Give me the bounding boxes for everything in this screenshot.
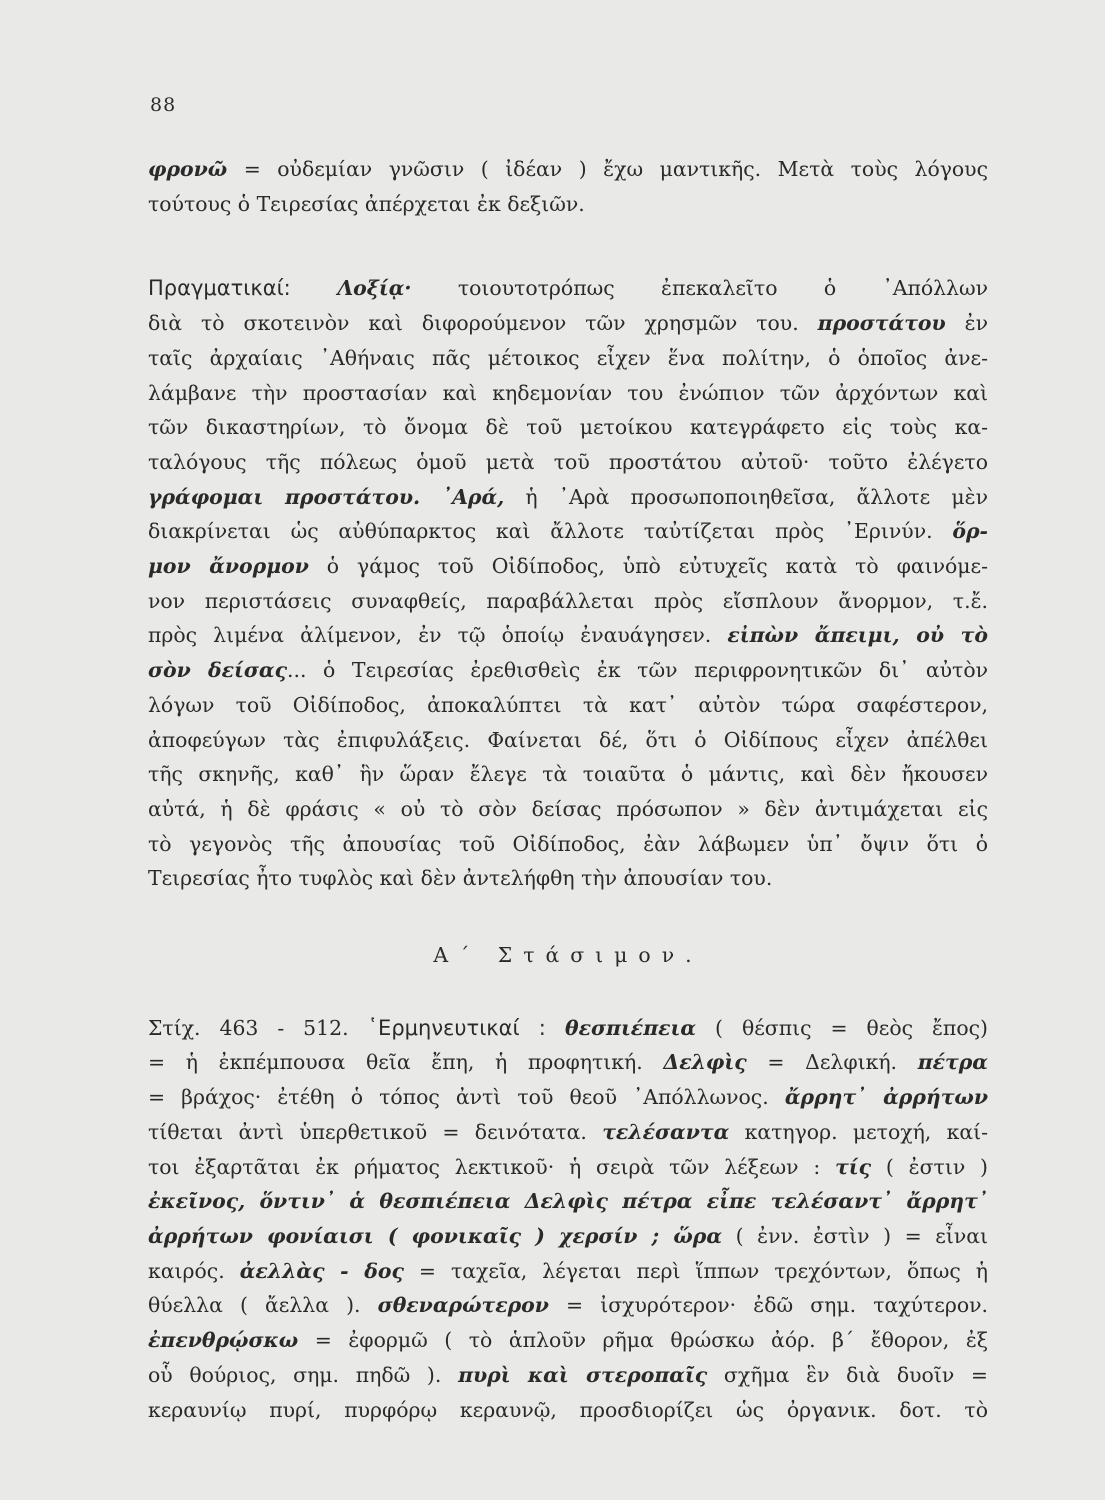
- text-run: = ἰσχυρότερον· ἐδῶ σημ. ταχύτερον.: [548, 1293, 988, 1318]
- page-number: 88: [150, 94, 177, 116]
- text-line: [148, 1254, 988, 1289]
- text-run: = ταχεῖα, λέγεται περὶ ἵππων τρεχόντων, ὅπως ἡ: [403, 1258, 988, 1283]
- emphasis-term: εἰπὼν ἄπειμι, οὐ τὸ: [727, 623, 988, 648]
- text-line: [148, 445, 988, 480]
- emphasis-term: πυρὶ καὶ στεροπαῖς: [458, 1362, 708, 1387]
- section-heading: Α΄ Στάσιμον.: [433, 943, 703, 968]
- text-line: [148, 792, 988, 827]
- emphasis-term: σὸν δείσας: [148, 658, 288, 683]
- text-line: [148, 1045, 988, 1080]
- text-run: σχῆμα ἓν διὰ δυοῖν =: [707, 1362, 988, 1387]
- text-run: ὁ γάμος τοῦ Οἰδίποδος, ὑπὸ εὐτυχεῖς κατὰ τὸ φαινόμε-: [308, 554, 988, 579]
- text-line: [148, 723, 988, 758]
- text-run: ( θέσπις = θεὸς ἔπος): [696, 1015, 988, 1040]
- text-line: [148, 861, 988, 896]
- text-run: διὰ τὸ σκοτεινὸν καὶ διφορούμενον τῶν χρησμῶν του.: [148, 311, 818, 336]
- text-line: [148, 1150, 988, 1185]
- text-run: τούτους ὁ Τειρεσίας ἀπέρχεται ἐκ δεξιῶν.: [148, 191, 585, 216]
- text-run: τῆς σκηνῆς, καθ᾽ ἣν ὥραν ἔλεγε τὰ τοιαῦτα ὁ μάντις, καὶ δὲν ἤκουσεν: [148, 762, 988, 787]
- text-line: [148, 688, 988, 723]
- emphasis-term: τίς: [835, 1154, 872, 1179]
- text-line: [148, 480, 988, 515]
- emphasis-term: θεσπιέπεια: [564, 1015, 697, 1040]
- text-line: [148, 187, 988, 222]
- emphasis-term: ἄρρητ᾽ ἀρρήτων: [784, 1085, 988, 1110]
- text-run: ( ἐστιν ): [871, 1154, 988, 1179]
- text-line: [148, 410, 988, 445]
- emphasis-term: ἐπενθρῴσκω: [148, 1328, 299, 1353]
- emphasis-term: Δελφὶς: [663, 1050, 747, 1075]
- inline-heading: ῾Ερμηνευτικαί :: [367, 1015, 565, 1040]
- text-line: [148, 341, 988, 376]
- text-run: οὗ θούριος, σημ. πηδῶ ).: [148, 1362, 459, 1387]
- text-run: λάμβανε τὴν προστασίαν καὶ κηδεμονίαν του ἐνώπιον τῶν ἀρχόντων καὶ: [148, 380, 988, 405]
- text-line: [148, 827, 988, 862]
- emphasis-term: γράφομαι προστάτου. ᾿Αρά,: [148, 484, 505, 509]
- text-run: κεραυνίῳ πυρί, πυρφόρῳ κεραυνῷ, προσδιορίζει ὡς ὀργανικ. δοτ. τὸ: [148, 1397, 988, 1422]
- emphasis-term: Λοξίᾳ·: [337, 276, 412, 301]
- text-run: λόγων τοῦ Οἰδίποδος, ἀποκαλύπτει τὰ κατ᾽ αὐτὸν τώρα σαφέστερον,: [148, 692, 988, 717]
- emphasis-term: σθεναρώτερον: [377, 1293, 549, 1318]
- text-line: [148, 1393, 988, 1428]
- text-run: τῶν δικαστηρίων, τὸ ὄνομα δὲ τοῦ μετοίκου κατεγράφετο εἰς τοὺς κα-: [148, 415, 988, 440]
- text-line: [148, 271, 988, 306]
- emphasis-term: ὅρ-: [952, 519, 988, 544]
- text-run: = Δελφική.: [746, 1050, 918, 1075]
- text-run: πρὸς λιμένα ἀλίμενον, ἐν τῷ ὁποίῳ ἐναυάγησεν.: [148, 623, 728, 648]
- text-run: καιρός.: [148, 1258, 240, 1283]
- emphasis-term: προστάτου: [817, 311, 946, 336]
- text-run: ... ὁ Τειρεσίας ἐρεθισθεὶς ἐκ τῶν περιφρονητικῶν δι᾽ αὐτὸν: [287, 658, 989, 683]
- emphasis-term: μον ἄνορμον: [148, 554, 309, 579]
- text-line: [148, 1219, 988, 1254]
- text-line: [148, 1080, 988, 1115]
- text-line: [148, 152, 988, 187]
- text-line: [148, 1358, 988, 1393]
- text-run: Στίχ. 463 - 512.: [148, 1015, 368, 1040]
- emphasis-term: ἀελλὰς - δος: [239, 1258, 404, 1283]
- text-run: κατηγορ. μετοχή, καί-: [729, 1119, 988, 1144]
- text-line: [148, 618, 988, 653]
- text-run: Τειρεσίας ἦτο τυφλὸς καὶ δὲν ἀντελήφθη τὴν ἀπουσίαν του.: [148, 866, 773, 891]
- text-line: [148, 1011, 988, 1046]
- text-run: = βράχος· ἐτέθη ὁ τόπος ἀντὶ τοῦ θεοῦ ᾿Απόλλωνος.: [148, 1085, 785, 1110]
- text-run: θύελλα ( ἄελλα ).: [148, 1293, 378, 1318]
- text-run: τίθεται ἀντὶ ὑπερθετικοῦ = δεινότατα.: [148, 1119, 603, 1144]
- text-run: τοι ἐξαρτᾶται ἐκ ρήματος λεκτικοῦ· ἡ σειρὰ τῶν λέξεων :: [148, 1154, 836, 1179]
- text-run: τοιουτοτρόπως ἐπεκαλεῖτο ὁ ᾿Απόλλων: [411, 276, 988, 301]
- text-line: [148, 584, 988, 619]
- text-line: [148, 1184, 988, 1219]
- page-body: [148, 152, 988, 1427]
- text-run: ἐν: [945, 311, 988, 336]
- text-run: ἡ ᾿Αρὰ προσωποποιηθεῖσα, ἄλλοτε μὲν: [504, 484, 988, 509]
- text-run: νον περιστάσεις συναφθείς, παραβάλλεται πρὸς εἴσπλουν ἄνορμον, τ.ἔ.: [148, 588, 988, 613]
- text-line: [148, 757, 988, 792]
- text-run: ταῖς ἀρχαίαις ᾿Αθήναις πᾶς μέτοικος εἶχεν ἕνα πολίτην, ὁ ὁποῖος ἀνε-: [148, 345, 988, 370]
- emphasis-term: τελέσαντα: [602, 1119, 730, 1144]
- text-run: ταλόγους τῆς πόλεως ὁμοῦ μετὰ τοῦ προστάτου αὐτοῦ· τοῦτο ἐλέγετο: [148, 449, 988, 474]
- text-line: [148, 306, 988, 341]
- text-line: [148, 1323, 988, 1358]
- text-run: ἀποφεύγων τὰς ἐπιφυλάξεις. Φαίνεται δέ, ὅτι ὁ Οἰδίπους εἶχεν ἀπέλθει: [148, 727, 988, 752]
- text-run: διακρίνεται ὡς αὐθύπαρκτος καὶ ἄλλοτε ταὐτίζεται πρὸς ᾿Ερινύν.: [148, 519, 953, 544]
- text-run: τὸ γεγονὸς τῆς ἀπουσίας τοῦ Οἰδίποδος, ἐὰν λάβωμεν ὑπ᾽ ὄψιν ὅτι ὁ: [148, 831, 988, 856]
- text-run: = οὐδεμίαν γνῶσιν ( ἰδέαν ) ἔχω μαντικῆς. Μετὰ τοὺς λόγους: [227, 157, 988, 181]
- text-run: = ἡ ἐκπέμπουσα θεῖα ἔπη, ἡ προφητική.: [148, 1050, 664, 1075]
- text-line: [148, 376, 988, 411]
- text-line: [148, 514, 988, 549]
- inline-heading: Πραγματικαί:: [148, 276, 338, 301]
- emphasis-term: ἀρρήτων φονίαισι ( φονικαῖς ) χερσίν ; ὥρα: [148, 1223, 723, 1248]
- text-line: [148, 549, 988, 584]
- text-line: [148, 1115, 988, 1150]
- text-line: [148, 653, 988, 688]
- emphasis-term: φρονῶ: [148, 157, 228, 181]
- emphasis-term: πέτρα: [917, 1050, 988, 1075]
- text-run: ( ἐνν. ἐστὶν ) = εἶναι: [722, 1223, 988, 1248]
- emphasis-term: ἐκεῖνος, ὅντιν᾽ ἁ θεσπιέπεια Δελφὶς πέτρα εἶπε τελέσαντ᾽ ἄρρητ᾽: [148, 1189, 988, 1214]
- text-run: = ἐφορμῶ ( τὸ ἁπλοῦν ρῆμα θρώσκω ἀόρ. β΄ ἔθορον, ἐξ: [298, 1328, 988, 1353]
- text-run: αὐτά, ἡ δὲ φράσις « οὐ τὸ σὸν δείσας πρόσωπον » δὲν ἀντιμάχεται εἰς: [148, 796, 988, 821]
- text-line: [148, 1288, 988, 1323]
